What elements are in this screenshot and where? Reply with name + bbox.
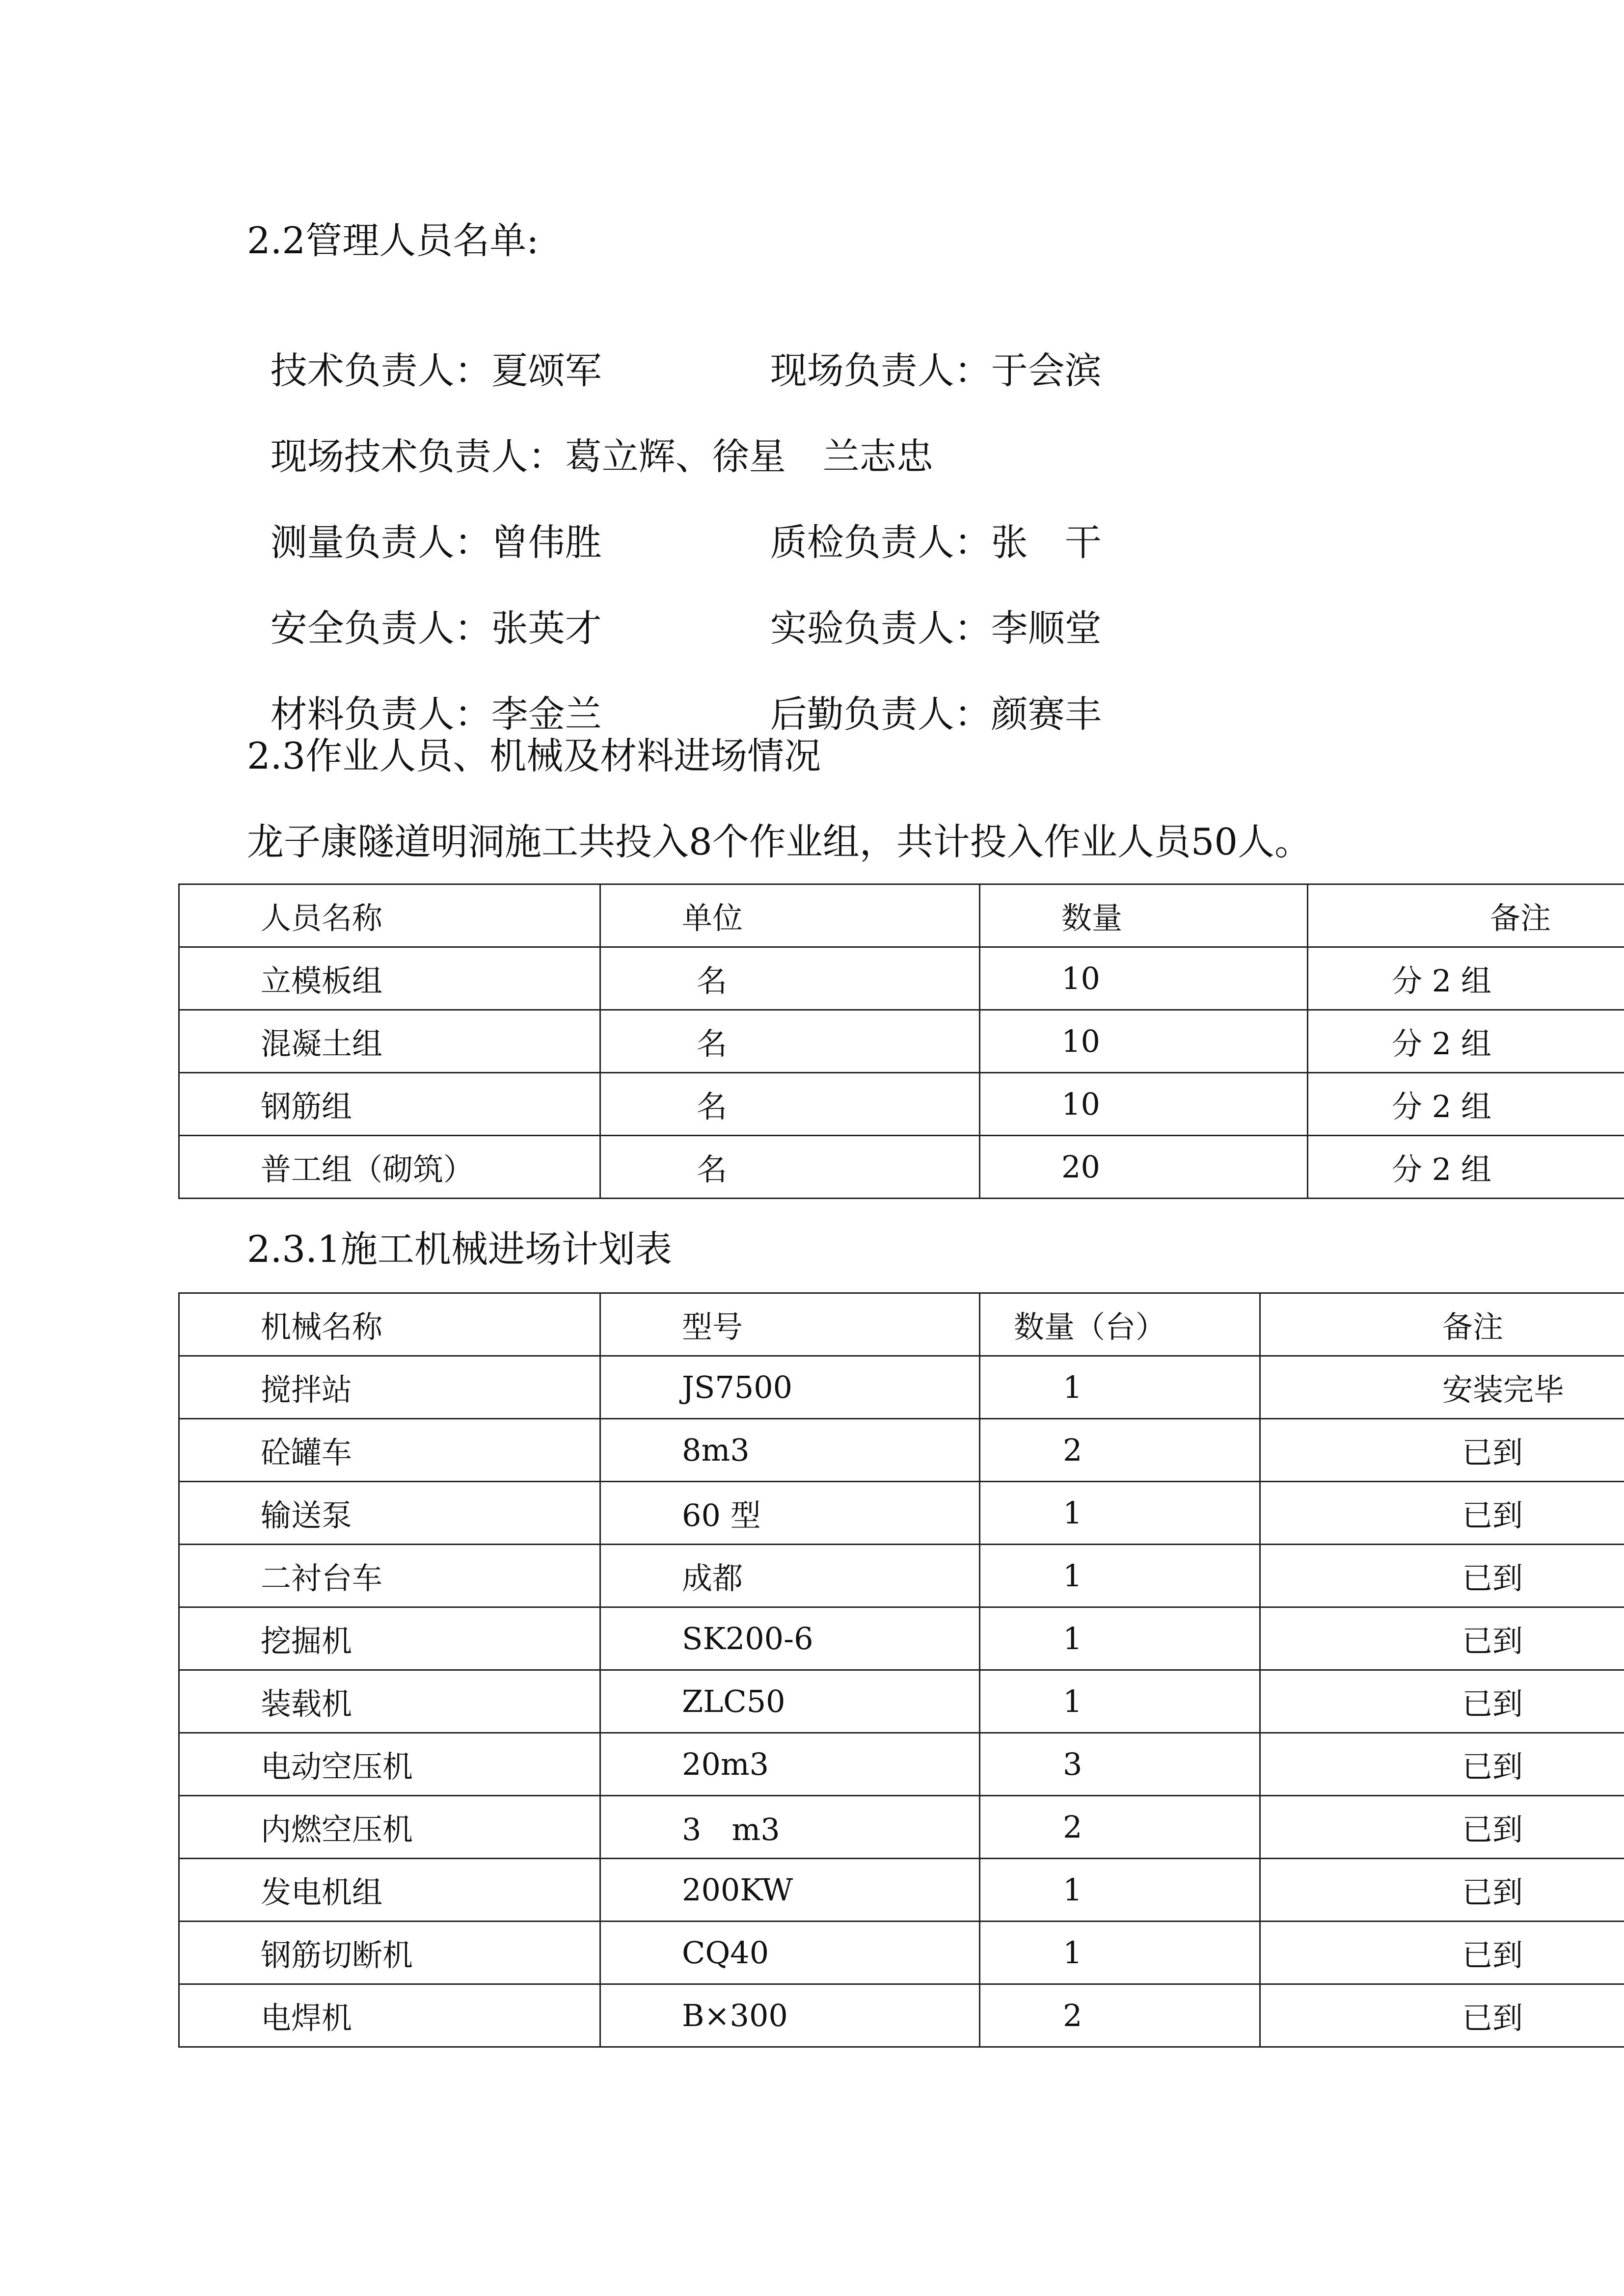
table-row: [179, 1073, 1624, 1136]
table-cell: 1: [980, 1607, 1260, 1670]
table-cell: 名: [600, 947, 980, 1010]
section-2-3-title: 2.3作业人员、机械及材料进场情况: [247, 734, 821, 777]
table-cell: 10: [980, 1073, 1308, 1136]
staff-row-1-col2: [747, 304, 1102, 393]
table-cell: 已到: [1260, 1670, 1624, 1733]
table-cell: 搅拌站: [179, 1356, 600, 1419]
table-cell: 安装完毕: [1260, 1356, 1624, 1419]
header-cell: 数量（台）: [980, 1293, 1260, 1356]
table-cell: 已到: [1260, 1796, 1624, 1859]
table-cell: 已到: [1260, 1922, 1624, 1984]
table-row: [179, 1482, 1624, 1545]
table-row: [179, 1670, 1624, 1733]
table-cell: 名: [600, 1073, 980, 1136]
table-cell: 1: [980, 1859, 1260, 1922]
staff-name: 颜赛丰: [991, 693, 1102, 736]
table-cell: 二衬台车: [179, 1545, 600, 1607]
table-cell: 电动空压机: [179, 1733, 600, 1796]
table-row: [179, 947, 1624, 1010]
table-cell: 混凝土组: [179, 1010, 600, 1073]
table-cell: 1: [980, 1482, 1260, 1545]
table-cell: 已到: [1260, 1545, 1624, 1607]
table-cell: 已到: [1260, 1984, 1624, 2047]
table-cell: 普工组（砌筑）: [179, 1136, 600, 1199]
staff-name: 葛立辉、徐星 兰志忠: [565, 435, 933, 478]
table-cell: ZLC50: [600, 1670, 980, 1733]
table-cell: 已到: [1260, 1607, 1624, 1670]
machinery-table: [178, 1292, 1624, 2048]
staff-name: 于会滨: [991, 349, 1102, 392]
table-cell: 3: [980, 1733, 1260, 1796]
table-cell: 挖掘机: [179, 1607, 600, 1670]
table-cell: 名: [600, 1010, 980, 1073]
section-2-3-1-title: 2.3.1施工机械进场计划表: [247, 1228, 672, 1271]
staff-name: 李顺堂: [991, 607, 1102, 650]
table-cell: 立模板组: [179, 947, 600, 1010]
staff-row-3: [247, 476, 602, 564]
table-cell: 分 2 组: [1308, 1073, 1624, 1136]
table-cell: 10: [980, 947, 1308, 1010]
header-cell: 数量: [980, 884, 1308, 947]
role-label: 实验负责人：: [770, 607, 991, 650]
table-cell: 成都: [600, 1545, 980, 1607]
table-header-row: [179, 1293, 1624, 1356]
table-cell: 8m3: [600, 1419, 980, 1482]
section-2-2-title: 2.2管理人员名单:: [247, 219, 539, 262]
table-cell: 20m3: [600, 1733, 980, 1796]
staff-row-3-col2: [747, 476, 1102, 564]
header-cell: 机械名称: [179, 1293, 600, 1356]
header-cell: 单位: [600, 884, 980, 947]
role-label: 现场技术负责人：: [270, 435, 565, 478]
header-cell: 型号: [600, 1293, 980, 1356]
table-cell: 装载机: [179, 1670, 600, 1733]
table-cell: 已到: [1260, 1859, 1624, 1922]
table-cell: 1: [980, 1922, 1260, 1984]
table-cell: 名: [600, 1136, 980, 1199]
table-row: [179, 1796, 1624, 1859]
table-cell: 20: [980, 1136, 1308, 1199]
table-row: [179, 1922, 1624, 1984]
header-cell: 备注: [1260, 1293, 1624, 1356]
section-2-3-intro: 龙子康隧道明洞施工共投入8个作业组，共计投入作业人员50人。: [247, 820, 1312, 863]
staff-row-1: [247, 304, 602, 393]
role-label: 技术负责人：: [270, 349, 491, 392]
role-label: 测量负责人：: [270, 521, 491, 564]
role-label: 后勤负责人：: [770, 693, 991, 736]
table-row: [179, 1419, 1624, 1482]
role-label: 现场负责人：: [770, 349, 991, 392]
table-row: [179, 1010, 1624, 1073]
table-cell: 钢筋切断机: [179, 1922, 600, 1984]
staff-row-5-col2: [747, 648, 1102, 736]
table-row: [179, 1733, 1624, 1796]
table-cell: 2: [980, 1796, 1260, 1859]
table-cell: 60 型: [600, 1482, 980, 1545]
table-cell: 分 2 组: [1308, 947, 1624, 1010]
table-cell: 输送泵: [179, 1482, 600, 1545]
table-row: [179, 1356, 1624, 1419]
table-cell: 2: [980, 1419, 1260, 1482]
table-row: [179, 1859, 1624, 1922]
table-cell: 已到: [1260, 1419, 1624, 1482]
table-cell: 200KW: [600, 1859, 980, 1922]
table-cell: 10: [980, 1010, 1308, 1073]
table-cell: SK200-6: [600, 1607, 980, 1670]
header-cell: 人员名称: [179, 884, 600, 947]
staff-name: 曾伟胜: [491, 521, 602, 564]
table-cell: 2: [980, 1984, 1260, 2047]
personnel-table: [178, 883, 1624, 1199]
staff-row-2: [247, 390, 933, 479]
table-cell: 已到: [1260, 1733, 1624, 1796]
role-label: 安全负责人：: [270, 607, 491, 650]
table-cell: 钢筋组: [179, 1073, 600, 1136]
table-cell: 1: [980, 1545, 1260, 1607]
staff-name: 夏颂军: [491, 349, 602, 392]
staff-name: 李金兰: [491, 693, 602, 736]
table-cell: CQ40: [600, 1922, 980, 1984]
staff-row-4: [247, 562, 602, 650]
table-cell: 1: [980, 1356, 1260, 1419]
table-row: [179, 1545, 1624, 1607]
table-row: [179, 1607, 1624, 1670]
table-cell: B×300: [600, 1984, 980, 2047]
table-cell: 1: [980, 1670, 1260, 1733]
table-row: [179, 1984, 1624, 2047]
table-row: [179, 1136, 1624, 1199]
table-cell: 已到: [1260, 1482, 1624, 1545]
role-label: 质检负责人：: [770, 521, 991, 564]
staff-row-5: [247, 648, 602, 736]
staff-row-4-col2: [747, 562, 1102, 650]
table-cell: 砼罐车: [179, 1419, 600, 1482]
header-cell: 备注: [1308, 884, 1624, 947]
table-cell: 分 2 组: [1308, 1136, 1624, 1199]
staff-name: 张英才: [491, 607, 602, 650]
table-cell: 发电机组: [179, 1859, 600, 1922]
table-cell: 分 2 组: [1308, 1010, 1624, 1073]
table-header-row: [179, 884, 1624, 947]
table-cell: 内燃空压机: [179, 1796, 600, 1859]
staff-name: 张 干: [991, 521, 1102, 564]
table-cell: 电焊机: [179, 1984, 600, 2047]
role-label: 材料负责人：: [270, 693, 491, 736]
table-cell: 3 m3: [600, 1796, 980, 1859]
table-cell: JS7500: [600, 1356, 980, 1419]
